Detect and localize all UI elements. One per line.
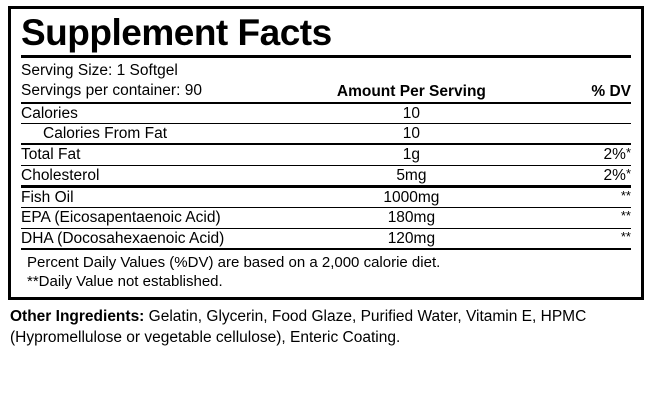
other-ingredients-heading: Other Ingredients: (10, 308, 145, 326)
amount-per-serving-header: Amount Per Serving (302, 81, 522, 102)
nutrient-dv-value: 2% (603, 146, 626, 164)
nutrient-name: DHA (Docosahexaenoic Acid) (21, 228, 302, 249)
table-row (21, 186, 631, 207)
serving-size-spacer-dv (521, 61, 631, 81)
table-row (21, 123, 631, 144)
nutrient-name: Cholesterol (21, 165, 302, 186)
servings-per-container-row (21, 81, 631, 102)
nutrient-name: EPA (Eicosapentaenoic Acid) (21, 208, 302, 228)
nutrient-dv-value: 2% (603, 166, 626, 184)
nutrient-name: Calories From Fat (21, 123, 302, 144)
nutrient-dv (521, 186, 631, 207)
nutrient-dv (521, 123, 631, 144)
page-title: Supplement Facts (21, 12, 332, 53)
footnote-daily-values: Percent Daily Values (%DV) are based on a 2,000 calorie diet. (27, 254, 441, 272)
servings-per-container-text: Servings per container: 90 (21, 81, 302, 102)
title-divider (21, 55, 631, 58)
nutrient-dv (521, 165, 631, 186)
footnote-not-established: **Daily Value not established. (27, 273, 223, 291)
nutrient-name: Calories (21, 104, 302, 124)
nutrient-amount: 1000mg (302, 186, 522, 207)
percent-dv-header: % DV (521, 81, 631, 102)
footnotes (21, 250, 631, 291)
table-row (21, 165, 631, 186)
serving-info-table (21, 61, 631, 104)
nutrient-dv-mark: ** (620, 228, 631, 244)
nutrient-dv (521, 208, 631, 228)
other-ingredients-text: Gelatin, Glycerin, Food Glaze, Purified Water, Vitamin E, HPMC (Hypromellulose or vegetable cellulose), Enteric Coating. (10, 308, 587, 346)
nutrient-dv (521, 104, 631, 124)
nutrients-table (21, 104, 631, 251)
table-row (21, 144, 631, 165)
nutrient-amount: 10 (302, 104, 522, 124)
nutrient-dv-mark: ** (620, 208, 631, 224)
other-ingredients (8, 307, 644, 347)
nutrient-amount: 1g (302, 144, 522, 165)
table-row (21, 228, 631, 249)
nutrient-dv (521, 144, 631, 165)
nutrient-dv-mark: ** (620, 187, 631, 203)
nutrient-amount: 10 (302, 123, 522, 144)
table-row (21, 208, 631, 228)
nutrient-name: Total Fat (21, 144, 302, 165)
nutrient-dv-mark: * (625, 165, 631, 181)
nutrient-amount: 5mg (302, 165, 522, 186)
nutrient-amount: 180mg (302, 208, 522, 228)
table-row (21, 104, 631, 124)
facts-panel (8, 6, 644, 300)
serving-size-spacer (302, 61, 522, 81)
serving-size-row (21, 61, 631, 81)
nutrient-amount: 120mg (302, 228, 522, 249)
nutrient-name: Fish Oil (21, 186, 302, 207)
serving-size-text: Serving Size: 1 Softgel (21, 61, 178, 79)
nutrient-dv (521, 228, 631, 249)
nutrient-dv-mark: * (625, 145, 631, 161)
